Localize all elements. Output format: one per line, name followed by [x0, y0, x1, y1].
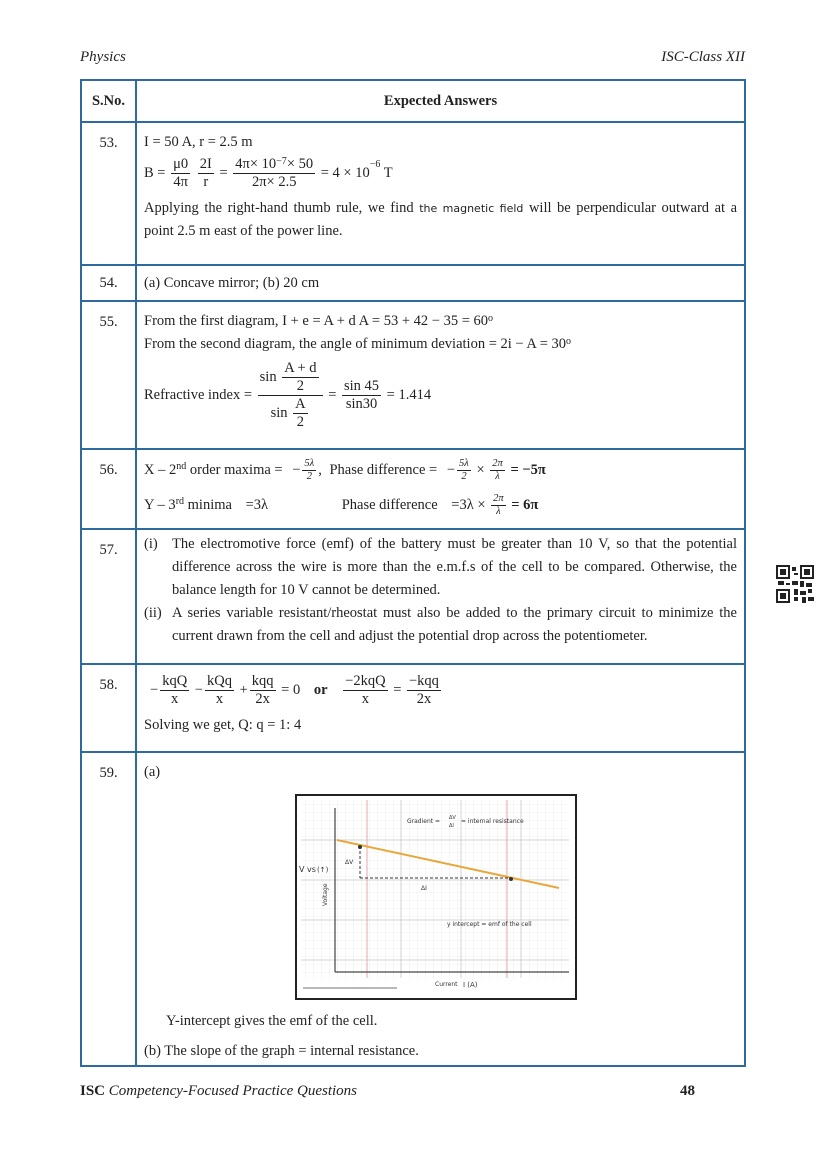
lambda: λ [496, 506, 501, 517]
phase-result-1: = −5π [510, 461, 546, 478]
question-number: 56. [99, 462, 118, 478]
item-label: (ii) [144, 605, 162, 621]
five-lambda: 5λ [459, 458, 469, 469]
answer-57 [136, 529, 745, 664]
point-marker [358, 845, 362, 849]
current-unit: I (A) [463, 981, 478, 989]
voltage-label: Voltage [322, 883, 329, 906]
five-lambda-fraction [302, 458, 316, 483]
value-numerator [233, 156, 315, 174]
qr-code-icon[interactable] [776, 565, 814, 603]
prism-numerator [258, 360, 323, 396]
vi-graph-svg [297, 796, 575, 998]
unit-text: T [383, 164, 393, 181]
mkqq: −kqq [409, 673, 439, 689]
table-header-row [81, 80, 745, 122]
item-text: The electromotive force (emf) of the battery must be greater than 10 V, so that the potential difference across the wire is more than the e.m.f.s of the cell to be compared. Otherwise, the balance length for 10 V cannot be determined. [172, 536, 737, 598]
kQq: kQq [206, 673, 232, 689]
phase-result-2: = 6π [511, 496, 539, 513]
ri-value: = 1.414 [386, 386, 432, 403]
x-label: X – 2 [144, 461, 177, 478]
item-text: A series variable resistant/rheostat must also be added to the primary circuit to minimize the current drawn from the cell and adjust the potential drop across the potentiometer. [172, 605, 737, 644]
minus-sign: − [446, 461, 456, 478]
answer-55 [136, 301, 745, 449]
line1-text: From the first diagram, I + e = A + d A = 53 + 42 − 35 = 60 [144, 313, 488, 329]
v-axis-label: V vs [299, 865, 316, 874]
apd-label: A + d [284, 360, 317, 376]
mkqq-fraction [407, 673, 441, 708]
table-row [81, 265, 745, 301]
x-line [144, 458, 737, 483]
lambda: λ [495, 471, 500, 482]
prism-fraction [258, 360, 323, 431]
header-class: ISC-Class XII [661, 49, 745, 65]
nd-sup: nd [176, 461, 187, 472]
thumb-rule-text [144, 197, 737, 243]
b-formula [144, 156, 737, 191]
numerator-tail: × 50 [286, 156, 314, 172]
question-number: 58. [99, 677, 118, 693]
footer-title [80, 1083, 357, 1100]
answer-text: (a) Concave mirror; (b) 20 cm [144, 275, 320, 291]
equals-zero: = 0 [281, 681, 301, 698]
vi-graph [295, 794, 577, 1000]
result-text: = 4 × 10 [320, 164, 370, 181]
four-pi-label: 4π [173, 174, 188, 190]
minus-sign: − [292, 461, 301, 478]
point-marker [509, 877, 513, 881]
exponent-7: −7 [276, 156, 287, 167]
x-order-text: order maxima = [189, 461, 283, 478]
equals-sign: = [393, 681, 402, 698]
gradient-label: Gradient = [407, 818, 441, 825]
two-pi: 2π [492, 458, 503, 469]
a-label: A [295, 396, 306, 412]
x-label: x [171, 691, 179, 707]
v-axis-unit: (↑) [317, 866, 329, 874]
sin45-label: sin 45 [344, 378, 380, 394]
kqq-fraction [250, 673, 276, 708]
table-row [81, 449, 745, 529]
footer-isc: ISC [80, 1083, 106, 1099]
five-lambda-fraction [457, 458, 471, 483]
x-label: x [361, 691, 369, 707]
answers-table [80, 79, 746, 1067]
or-label: or [313, 681, 328, 698]
ri-label: Refractive index = [144, 386, 253, 403]
exponent-6: −6 [369, 159, 381, 170]
five-lambda: 5λ [304, 458, 315, 469]
a-fraction [293, 396, 307, 431]
table-row [81, 752, 745, 1066]
answer-56 [136, 449, 745, 529]
intercept-label: y intercept = emf of the cell [447, 921, 532, 928]
mu-label: μ0 [173, 156, 189, 172]
degree-mark: o [566, 336, 572, 347]
given-values: I = 50 A, r = 2.5 m [144, 134, 253, 150]
current-label: Current [435, 981, 458, 988]
b-equals: B = [144, 164, 166, 181]
x-label: x [215, 691, 224, 707]
sine-fraction [342, 378, 381, 413]
two-label: 2 [296, 378, 304, 394]
line2-text: From the second diagram, the angle of minimum deviation = 2i − A = 30 [144, 336, 567, 352]
kqQ: kqQ [162, 673, 188, 689]
kQq-fraction [205, 673, 234, 708]
minus-sign: − [150, 681, 159, 698]
value-denominator: 2π× 2.5 [251, 174, 297, 190]
table-row [81, 122, 745, 265]
two-x-label: 2x [255, 691, 270, 707]
footer-book-title: Competency-Focused Practice Questions [108, 1083, 358, 1099]
gradient-tail: = internal resistance [461, 818, 524, 825]
sin-label: sin [270, 404, 288, 421]
sin30-label: sin30 [345, 396, 378, 412]
two-pi-fraction [490, 458, 505, 483]
y-phase-expr: =3λ × [451, 496, 486, 513]
m2kqQ-fraction [343, 673, 387, 708]
phase-difference-label: Phase difference = [329, 461, 438, 478]
question-number: 54. [99, 275, 118, 291]
mu-fraction [171, 156, 190, 191]
gradient-di: ΔI [449, 823, 454, 829]
thumb-rule-part-c: will be perpendicular outward at a point 2.5 m east of the power line. [144, 200, 738, 239]
y-minima-text: minima [187, 496, 232, 513]
two-label: 2 [296, 414, 304, 430]
question-number: 53. [99, 135, 118, 151]
prism-denominator [258, 396, 323, 431]
answer-54 [136, 265, 745, 301]
table-row [81, 301, 745, 449]
times-sign: × [476, 461, 485, 478]
list-item [144, 602, 737, 648]
two-i-label: 2I [199, 156, 212, 172]
question-number: 59. [99, 765, 118, 781]
gradient-dv: ΔV [449, 815, 456, 821]
two-x-label: 2x [416, 691, 432, 707]
delta-v-label: ΔV [345, 859, 354, 866]
equals-sign: = [219, 164, 228, 181]
two-i-fraction [198, 156, 214, 191]
first-diagram-line [144, 310, 737, 333]
comma: , [318, 461, 322, 478]
equals-sign: = [328, 386, 337, 403]
part-a-label: (a) [144, 764, 161, 780]
answers-header: Expected Answers [136, 80, 745, 122]
r-label: r [203, 174, 209, 190]
header-subject: Physics [80, 49, 126, 65]
m2kqQ: −2kqQ [345, 673, 386, 689]
second-diagram-line [144, 333, 737, 356]
value-fraction [233, 156, 315, 191]
charge-equation [150, 673, 737, 708]
answer-53 [136, 122, 745, 265]
table-row [81, 664, 745, 752]
kqQ-fraction [160, 673, 189, 708]
sin-label: sin [259, 368, 277, 385]
solution-text: Solving we get, Q: q = 1: 4 [144, 717, 302, 733]
plus-sign: + [239, 681, 248, 698]
two-pi-fraction [491, 493, 506, 518]
answer-58 [136, 664, 745, 752]
y-label: Y – 3 [144, 496, 176, 513]
delta-i-label: ΔI [421, 885, 427, 892]
phase-difference-label: Phase difference [341, 496, 438, 513]
table-row [81, 529, 745, 664]
y-line [144, 493, 737, 518]
degree-mark: o [488, 313, 493, 324]
numerator-text: 4π× 10 [235, 156, 277, 172]
apd-fraction [282, 360, 318, 395]
y-value: =3λ [245, 496, 269, 513]
thumb-rule-part-a: Applying the right-hand thumb rule, we find [144, 200, 414, 216]
graph-caption: Y-intercept gives the emf of the cell. [166, 1013, 378, 1029]
part-b-text: (b) The slope of the graph = internal resistance. [144, 1043, 419, 1059]
thumb-rule-part-b: the magnetic field [419, 202, 524, 215]
rd-sup: rd [175, 496, 185, 507]
two-label: 2 [306, 471, 312, 482]
grid-background [301, 800, 569, 978]
refractive-index-formula [144, 360, 737, 431]
sno-header: S.No. [81, 80, 136, 122]
page-number: 48 [680, 1083, 695, 1099]
question-number: 55. [99, 314, 118, 330]
item-label: (i) [144, 536, 158, 552]
kqq: kqq [251, 673, 274, 689]
question-number: 57. [99, 542, 118, 558]
minus-sign: − [194, 681, 203, 698]
list-item [144, 533, 737, 602]
two-pi: 2π [493, 493, 504, 504]
answer-59 [136, 752, 745, 1066]
two-label: 2 [461, 471, 467, 482]
